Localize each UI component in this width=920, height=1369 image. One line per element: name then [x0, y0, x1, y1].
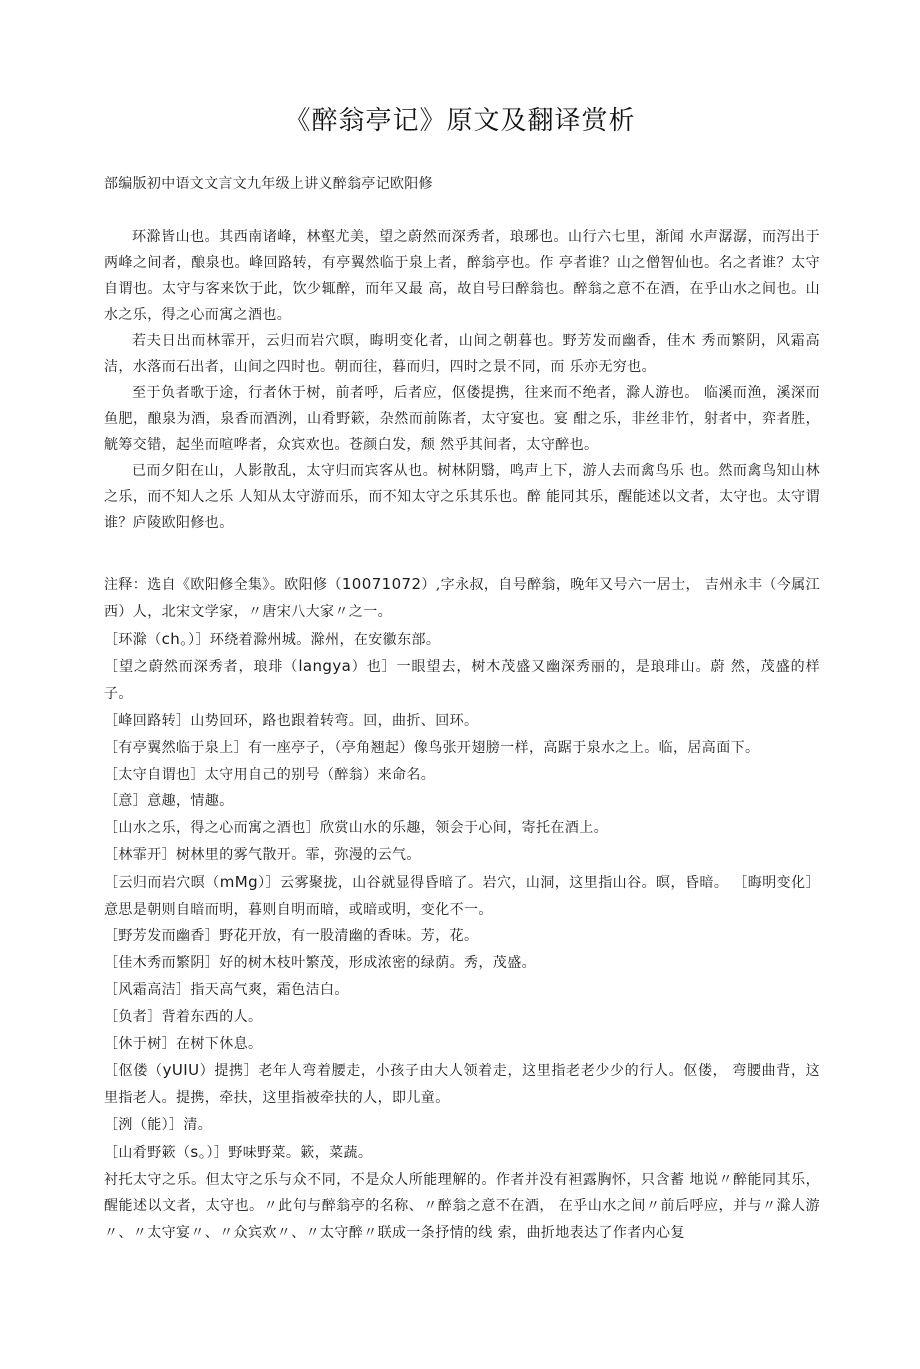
- annotation-item: ［林霏开］树林里的雾气散开。霏，弥漫的云气。: [104, 846, 421, 863]
- annotation-item: ［云归而岩穴暝（mMg）］云雾聚拢，山谷就显得昏暗了。岩穴，山洞，这里指山谷。暝，昏暗。 ［晦明变化］意思是朝则自暗而明，暮则自明而暗，或暗或明，变化不一。: [104, 872, 820, 918]
- annotation-item: ［佳木秀而繁阴］好的树木枝叶繁茂，形成浓密的绿荫。秀，茂盛。: [104, 955, 536, 972]
- annotation-item: ［休于树］在树下休息。: [104, 1035, 263, 1052]
- main-text: [104, 224, 820, 536]
- annotation-intro: 注释：选自《欧阳修全集》。欧阳修（10071072）,字永叔，自号醉翁，晚年又号六一居士， 吉州永丰（今属江西）人，北宋文学家，〃唐宋八大家〃之一。: [104, 575, 820, 620]
- appreciation-paragraph: 衬托太守之乐。但太守之乐与众不同，不是众人所能理解的。作者并没有袒露胸怀，只含蓄 地说〃醉能同其乐，醒能述以文者，太守也。〃此句与醉翁亭的名称、〃醉翁之意不在酒， 在乎山水之间〃前后呼应，并与〃滁人游〃、〃太守宴〃、〃众宾欢〃、〃太守醉〃联成一条抒情的线 索，曲折地表达了作者内心复: [104, 1171, 820, 1242]
- annotation-item: ［野芳发而幽香］野花开放，有一股清幽的香味。芳，花。: [104, 928, 479, 945]
- annotation-item: ［负者］背着东西的人。: [104, 1008, 263, 1025]
- annotation-item: ［风霜高洁］指天高气爽，霜色洁白。: [104, 981, 349, 998]
- annotation-item: ［洌（能）］清。: [104, 1116, 213, 1133]
- document-subtitle: 部编版初中语文文言文九年级上讲义醉翁亭记欧阳修: [104, 176, 433, 192]
- annotation-item: ［太守自谓也］太守用自己的别号（醉翁）来命名。: [104, 766, 436, 783]
- annotation-item: ［伛偻（yUIU）提携］老年人弯着腰走，小孩子由大人领着走，这里指老老少少的行人。伛偻， 弯腰曲背，这里指老人。提携，牵扶，这里指被牵扶的人，即儿童。: [104, 1061, 820, 1107]
- annotation-item: ［山水之乐，得之心而寓之酒也］欣赏山水的乐趣，领会于心间，寄托在酒上。: [104, 820, 608, 837]
- annotation-item: ［环滁（ch。）］环绕着滁州城。滁州，在安徽东部。: [104, 629, 441, 648]
- body-paragraph: 若夫日出而林霏开，云归而岩穴暝，晦明变化者，山间之朝暮也。野芳发而幽香，佳木 秀而繁阴，风霜高洁，水落而石出者，山间之四时也。朝而往，暮而归，四时之景不同，而 乐亦无穷也。: [104, 333, 820, 375]
- annotation-item: ［山肴野簌（s。）］野味野菜。簌，菜蔬。: [104, 1142, 373, 1161]
- body-paragraph: 已而夕阳在山，人影散乱，太守归而宾客从也。树林阴翳，鸣声上下，游人去而禽鸟乐 也。然而禽鸟知山林之乐，而不知人之乐 人知从太守游而乐，而不知太守之乐其乐也。醉 能同其乐，醒能述以文者，太守也。太守谓谁？庐陵欧阳修也。: [104, 463, 820, 531]
- annotation-item: ［望之蔚然而深秀者，琅琲（langya）也］一眼望去，树木茂盛又幽深秀丽的，是琅琲山。蔚 然，茂盛的样子。: [104, 657, 821, 703]
- body-paragraph: 至于负者歌于途，行者休于树，前者呼，后者应，伛偻提携，往来而不绝者，滁人游也。 临溪而渔，溪深而鱼肥，酿泉为酒，泉香而酒洌，山肴野簌，杂然而前陈者，太守宴也。宴 酣之乐，非丝非竹，射者中，弈者胜，觥筹交错，起坐而喧哗者，众宾欢也。苍颜白发，颓 然乎其间者，太守醉也。: [104, 385, 820, 453]
- body-paragraph: 环滁皆山也。其西南诸峰，林壑尤美，望之蔚然而深秀者，琅琊也。山行六七里，渐闻 水声潺潺，而泻出于两峰之间者，酿泉也。峰回路转，有亭翼然临于泉上者，醉翁亭也。作 亭者谁？山之僧智仙也。名之者谁？太守自谓也。太守与客来饮于此，饮少辄醉，而年又最 高，故自号曰醉翁也。醉翁之意不在酒，在乎山水之间也。山水之乐，得之心而寓之酒也。: [104, 229, 820, 323]
- annotation-item: ［意］意趣，情趣。: [104, 793, 234, 810]
- annotation-item: ［有亭翼然临于泉上］有一座亭子，（亭角翘起）像鸟张开翅膀一样，高踞于泉水之上。临，居高面下。: [104, 739, 760, 756]
- page-title: 《醉翁亭记》原文及翻译赏析: [284, 106, 636, 136]
- annotation-item: ［峰回路转］山势回环，路也跟着转弯。回，曲折、回环。: [104, 712, 479, 729]
- annotations-section: [104, 571, 820, 1247]
